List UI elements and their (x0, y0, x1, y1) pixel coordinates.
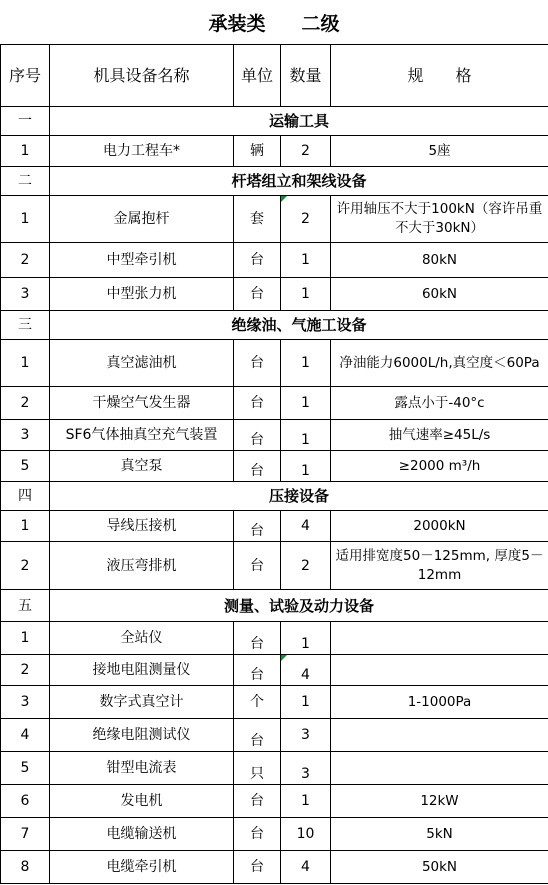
spec-cell: 60kN (331, 278, 548, 311)
table-row (1, 340, 548, 387)
table-row (1, 196, 548, 243)
row-number: 2 (1, 387, 50, 420)
page-title (0, 0, 548, 44)
spec-cell (331, 752, 548, 785)
header-name: 机具设备名称 (50, 45, 234, 107)
section-name: 压接设备 (50, 482, 548, 511)
unit-cell: 台 (234, 278, 281, 311)
row-number: 3 (1, 278, 50, 311)
table-row (1, 451, 548, 482)
unit-cell: 台 (234, 451, 281, 482)
table-row (1, 686, 548, 719)
unit-cell: 台 (234, 387, 281, 420)
section-name: 杆塔组立和架线设备 (50, 167, 548, 196)
section-header-row (1, 311, 548, 340)
row-number: 1 (1, 511, 50, 542)
unit-cell: 台 (234, 542, 281, 590)
spec-cell: 抽气速率≥45L/s (331, 420, 548, 451)
section-number: 一 (1, 107, 50, 136)
equipment-name: 接地电阻测量仪 (50, 655, 234, 686)
unit-cell: 台 (234, 818, 281, 851)
spec-cell: 80kN (331, 243, 548, 278)
section-name: 绝缘油、气施工设备 (50, 311, 548, 340)
title-category: 承装类 (208, 12, 266, 35)
row-number: 2 (1, 655, 50, 686)
spec-cell: 5kN (331, 818, 548, 851)
unit-cell: 辆 (234, 136, 281, 167)
table-row (1, 511, 548, 542)
quantity-cell: 1 (281, 420, 331, 451)
equipment-name: SF6气体抽真空充气装置 (50, 420, 234, 451)
quantity-cell: 10 (281, 818, 331, 851)
equipment-name: 钳型电流表 (50, 752, 234, 785)
section-name: 运输工具 (50, 107, 548, 136)
unit-cell: 台 (234, 243, 281, 278)
header-qty: 数量 (281, 45, 331, 107)
table-row (1, 420, 548, 451)
table-row (1, 851, 548, 884)
equipment-table (0, 44, 548, 884)
quantity-cell: 1 (281, 278, 331, 311)
section-header-row (1, 107, 548, 136)
quantity-cell: 4 (281, 851, 331, 884)
unit-cell: 个 (234, 686, 281, 719)
quantity-cell: 2 (281, 136, 331, 167)
spec-cell (331, 622, 548, 655)
equipment-name: 发电机 (50, 785, 234, 818)
unit-cell: 台 (234, 340, 281, 387)
spec-cell: 50kN (331, 851, 548, 884)
unit-cell: 台 (234, 719, 281, 752)
title-level: 二级 (301, 12, 340, 35)
section-number: 五 (1, 590, 50, 622)
table-row (1, 818, 548, 851)
spec-cell (331, 719, 548, 752)
spec-cell (331, 655, 548, 686)
row-number: 8 (1, 851, 50, 884)
quantity-cell: 4 (281, 511, 331, 542)
quantity-cell: 3 (281, 752, 331, 785)
quantity-cell: 1 (281, 243, 331, 278)
row-number: 3 (1, 686, 50, 719)
spec-cell: 适用排宽度50－125mm, 厚度5－12mm (331, 542, 548, 590)
table-row (1, 136, 548, 167)
header-no: 序号 (1, 45, 50, 107)
quantity-cell: 1 (281, 451, 331, 482)
unit-cell: 台 (234, 420, 281, 451)
section-number: 三 (1, 311, 50, 340)
table-row (1, 785, 548, 818)
equipment-name: 中型牵引机 (50, 243, 234, 278)
spec-cell: 许用轴压不大于100kN（容许吊重不大于30kN） (331, 196, 548, 243)
row-number: 2 (1, 243, 50, 278)
row-number: 2 (1, 542, 50, 590)
table-row (1, 622, 548, 655)
equipment-name: 电力工程车* (50, 136, 234, 167)
quantity-cell: 1 (281, 686, 331, 719)
row-number: 1 (1, 136, 50, 167)
section-header-row (1, 482, 548, 511)
spec-cell: 5座 (331, 136, 548, 167)
spec-cell: 1-1000Pa (331, 686, 548, 719)
equipment-name: 干燥空气发生器 (50, 387, 234, 420)
equipment-name: 中型张力机 (50, 278, 234, 311)
spec-cell: 2000kN (331, 511, 548, 542)
unit-cell: 台 (234, 655, 281, 686)
row-number: 3 (1, 420, 50, 451)
unit-cell: 台 (234, 622, 281, 655)
unit-cell: 台 (234, 785, 281, 818)
unit-cell: 套 (234, 196, 281, 243)
section-number: 四 (1, 482, 50, 511)
quantity-cell: 2 (281, 542, 331, 590)
spec-cell: ≥2000 m³/h (331, 451, 548, 482)
equipment-name: 电缆输送机 (50, 818, 234, 851)
table-row (1, 243, 548, 278)
header-spec: 规 格 (331, 45, 548, 107)
section-name: 测量、试验及动力设备 (50, 590, 548, 622)
quantity-cell: 1 (281, 785, 331, 818)
row-number: 5 (1, 752, 50, 785)
row-number: 4 (1, 719, 50, 752)
equipment-name: 金属抱杆 (50, 196, 234, 243)
row-number: 7 (1, 818, 50, 851)
unit-cell: 台 (234, 511, 281, 542)
quantity-cell: 3 (281, 719, 331, 752)
unit-cell: 台 (234, 851, 281, 884)
row-number: 6 (1, 785, 50, 818)
table-row (1, 655, 548, 686)
unit-cell: 只 (234, 752, 281, 785)
header-unit: 单位 (234, 45, 281, 107)
equipment-name: 真空泵 (50, 451, 234, 482)
equipment-name: 电缆牵引机 (50, 851, 234, 884)
table-row (1, 387, 548, 420)
table-row (1, 278, 548, 311)
quantity-cell: 1 (281, 387, 331, 420)
section-number: 二 (1, 167, 50, 196)
row-number: 5 (1, 451, 50, 482)
row-number: 1 (1, 196, 50, 243)
equipment-name: 真空滤油机 (50, 340, 234, 387)
row-number: 1 (1, 340, 50, 387)
section-header-row (1, 590, 548, 622)
spec-cell: 净油能力6000L/h,真空度＜60Pa (331, 340, 548, 387)
equipment-name: 液压弯排机 (50, 542, 234, 590)
table-row (1, 719, 548, 752)
table-row (1, 752, 548, 785)
spec-cell: 露点小于-40°c (331, 387, 548, 420)
table-row (1, 542, 548, 590)
quantity-cell: 2 (281, 196, 331, 243)
quantity-cell: 4 (281, 655, 331, 686)
section-header-row (1, 167, 548, 196)
equipment-name: 绝缘电阻测试仪 (50, 719, 234, 752)
header-row (1, 45, 548, 107)
row-number: 1 (1, 622, 50, 655)
equipment-name: 导线压接机 (50, 511, 234, 542)
quantity-cell: 1 (281, 622, 331, 655)
quantity-cell: 1 (281, 340, 331, 387)
equipment-name: 全站仪 (50, 622, 234, 655)
equipment-name: 数字式真空计 (50, 686, 234, 719)
spec-cell: 12kW (331, 785, 548, 818)
